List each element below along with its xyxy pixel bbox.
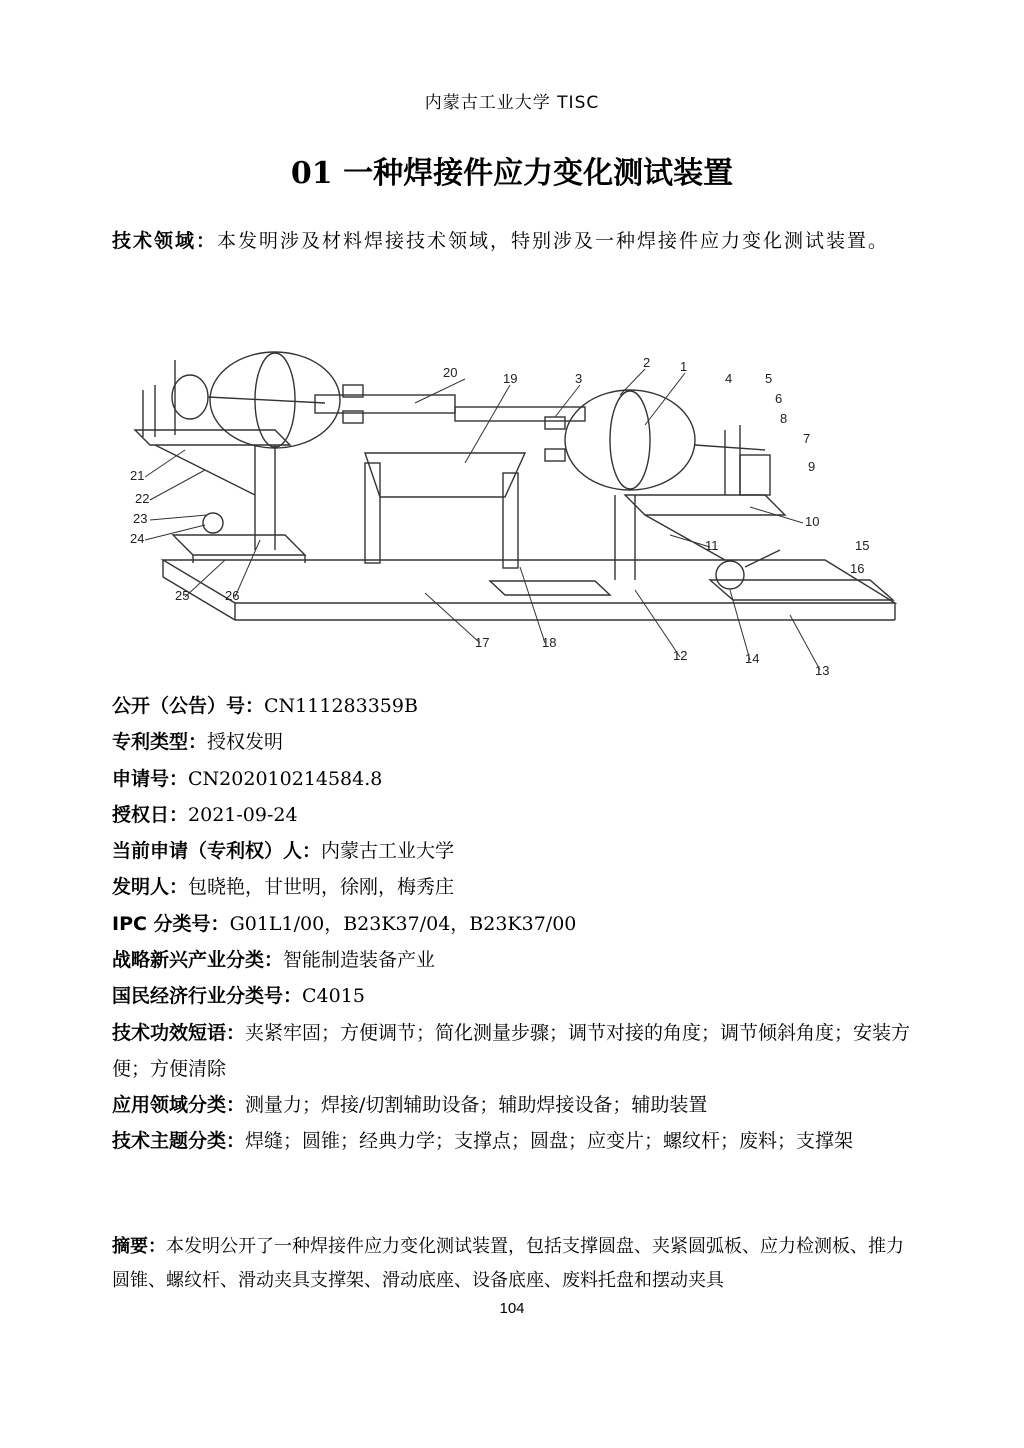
patent-title: 01 一种焊接件应力变化测试装置 xyxy=(290,156,734,191)
tech-field-paragraph xyxy=(112,222,912,260)
slide-rail xyxy=(710,580,893,600)
callout-8: 8 xyxy=(780,411,788,426)
callout-3: 3 xyxy=(575,371,583,386)
callout-11: 11 xyxy=(705,538,719,553)
right-support-disk xyxy=(565,390,695,490)
callout-23: 23 xyxy=(133,511,148,526)
meta-row-application-field: 应用领域分类：测量力；焊接/切割辅助设备；辅助焊接设备；辅助装置 xyxy=(112,1093,708,1116)
callout-14: 14 xyxy=(745,651,760,666)
callout-9: 9 xyxy=(808,459,816,474)
rail-slot xyxy=(490,581,610,595)
page-header: 内蒙古工业大学 TISC xyxy=(424,93,600,113)
callout-25: 25 xyxy=(175,588,190,603)
patent-figure xyxy=(125,345,915,685)
meta-row-publication-number: 公开（公告）号：CN111283359B xyxy=(112,695,418,717)
callout-15: 15 xyxy=(855,538,870,553)
callout-10: 10 xyxy=(805,514,820,529)
abstract-text: 本发明公开了一种焊接件应力变化测试装置，包括支撑圆盘、夹紧圆弧板、应力检测板、推力圆锥、螺纹杆、滑动夹具支撑架、滑动底座、设备底座、废料托盘和摆动夹具 xyxy=(112,1236,904,1291)
callout-1: 1 xyxy=(680,359,688,374)
meta-row-inventors: 发明人：包晓艳，甘世明，徐刚，梅秀庄 xyxy=(112,876,455,899)
meta-row-tech-effects: 技术功效短语：夹紧牢固；方便调节；简化测量步骤；调节对接的角度；调节倾斜角度；安装方便；方便清除 xyxy=(112,1021,911,1080)
patent-metadata xyxy=(112,688,912,1159)
abstract-label: 摘要： xyxy=(112,1236,166,1257)
callout-20: 20 xyxy=(443,365,458,380)
callout-12: 12 xyxy=(673,648,688,663)
swing-motor xyxy=(716,561,744,589)
callout-16: 16 xyxy=(850,561,865,576)
meta-row-patent-type: 专利类型：授权发明 xyxy=(112,731,284,754)
callout-leaders xyxy=(145,369,820,670)
tech-field-label: 技术领域： xyxy=(112,230,218,252)
meta-row-application-number: 申请号：CN202010214584.8 xyxy=(112,767,383,790)
callout-4: 4 xyxy=(725,371,733,386)
callout-17: 17 xyxy=(475,635,490,650)
meta-row-applicant: 当前申请（专利权）人：内蒙古工业大学 xyxy=(112,840,455,863)
callout-21: 21 xyxy=(130,468,145,483)
abstract-paragraph xyxy=(112,1230,912,1298)
callout-18: 18 xyxy=(542,635,557,650)
page-number: 104 xyxy=(499,1300,525,1317)
callout-26: 26 xyxy=(225,588,240,603)
shaft-20 xyxy=(315,395,455,413)
left-base-block xyxy=(173,535,305,555)
meta-row-grant-date: 授权日：2021-09-24 xyxy=(112,803,298,826)
callout-6: 6 xyxy=(775,391,783,406)
meta-row-national-industry: 国民经济行业分类号：C4015 xyxy=(112,985,365,1008)
callout-7: 7 xyxy=(803,431,811,446)
callout-13: 13 xyxy=(815,663,830,678)
callout-2: 2 xyxy=(643,355,651,370)
callout-22: 22 xyxy=(135,491,150,506)
meta-row-strategic-industry: 战略新兴产业分类：智能制造装备产业 xyxy=(112,949,436,972)
callout-19: 19 xyxy=(503,371,518,386)
meta-row-ipc: IPC 分类号：G01L1/00，B23K37/04，B23K37/00 xyxy=(112,912,577,935)
tech-field-text: 本发明涉及材料焊接技术领域，特别涉及一种焊接件应力变化测试装置。 xyxy=(217,230,890,252)
right-frame-top xyxy=(625,495,785,515)
meta-row-tech-topics: 技术主题分类：焊缝；圆锥；经典力学；支撑点；圆盘；应变片；螺纹杆；废料；支撑架 xyxy=(112,1129,854,1152)
waste-tray xyxy=(365,453,525,497)
callout-5: 5 xyxy=(765,371,773,386)
swing-clamp xyxy=(203,513,223,533)
callout-24: 24 xyxy=(130,531,145,546)
